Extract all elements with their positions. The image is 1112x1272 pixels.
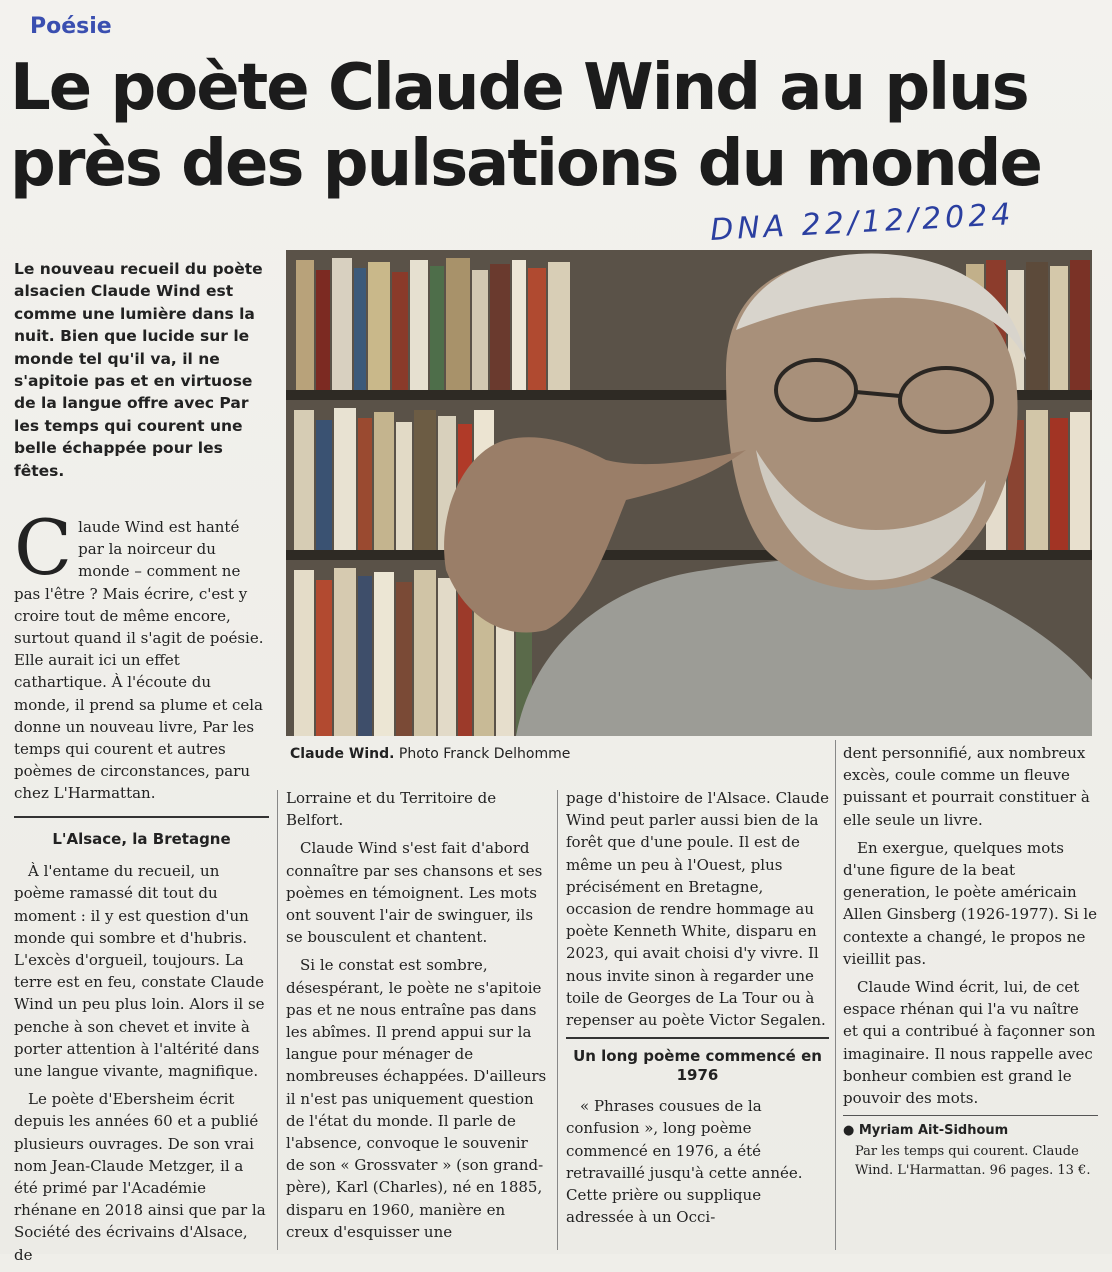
- body-paragraph-3: Le poète d'Ebersheim écrit depuis les années 60 et a publié plusieurs ouvrages. De son vrai nom Jean-Claude Metzger, il a été primé par l'Académie rhénane en 2018 ainsi que par la Société des écrivains d'Alsace, de: [14, 1090, 266, 1264]
- book-credit: Par les temps qui courent. Claude Wind. L'Harmattan. 96 pages. 13 €.: [855, 1144, 1091, 1179]
- headline: [10, 50, 1102, 202]
- body-paragraph-6: Si le constat est sombre, désespérant, le poète ne s'apitoie pas et ne nous entraîne pas dans les abîmes. Il prend appui sur la langue pour ménager de nombreuses échappées. D'ailleurs il n'est pas uniquement question de l'état du monde. Il parle de l'absence, convoque le souvenir de son « Grossvater » (son grand-père), Karl (Charles), né en 1885, disparu en 1960, manière en creux d'esquisser une: [286, 956, 547, 1241]
- body-column-1-bottom: [14, 808, 269, 1272]
- column-divider: [557, 790, 558, 1250]
- lead-paragraph: Le nouveau recueil du poète alsacien Claude Wind est comme une lumière dans la nuit. Bien que lucide sur le monde tel qu'il va, il ne s'apitoie pas et en virtuose de la langue offre avec Par les temps qui courent une belle échappée pour les fêtes.: [14, 260, 263, 480]
- body-paragraph-11: Claude Wind écrit, lui, de cet espace rhénan qui l'a vu naître et qui a contribué à façonner son imaginaire. Il nous rappelle avec bonheur combien est grand le pouvoir des mots.: [843, 978, 1096, 1108]
- body-paragraph-10: En exergue, quelques mots d'une figure de la beat generation, le poète américain Allen Ginsberg (1926-1977). Si le contexte a changé, le propos ne vieillit pas.: [843, 838, 1098, 968]
- body-paragraph-1: laude Wind est hanté par la noirceur du monde – comment ne pas l'être ? Mais écrire, c'est y croire tout de même encore, surtout quand il s'agit de poésie. Elle aurait ici un effet cathartique. À l'écoute du monde, il prend sa plume et cela donne un nouveau livre, Par les temps qui courent et autres poèmes de circonstances, paru chez L'Harmattan.: [14, 518, 264, 803]
- subheading-long-poem: Un long poème commencé en 1976: [566, 1037, 829, 1085]
- caption-subject: Claude Wind.: [290, 746, 395, 762]
- column-divider: [277, 790, 278, 1250]
- body-column-3: [566, 787, 829, 1234]
- headline-line-1: Le poète Claude Wind au plus: [10, 51, 1028, 125]
- portrait-photo: [286, 250, 1092, 736]
- drop-cap: C: [14, 503, 73, 592]
- body-paragraph-5: Claude Wind s'est fait d'abord connaître par ses chansons et ses poèmes en témoignent. Les mots ont souvent l'air de swinguer, ils se bousculent et chantent.: [286, 839, 543, 947]
- subheading-alsace-bretagne: L'Alsace, la Bretagne: [14, 816, 269, 850]
- column-divider: [835, 740, 836, 1250]
- author-signature: ● Myriam Ait-Sidhoum: [843, 1115, 1098, 1142]
- body-paragraph-4: Lorraine et du Territoire de Belfort.: [286, 789, 497, 830]
- handwritten-date-stamp: DNA 22/12/2024: [709, 197, 1016, 248]
- section-rubric: Poésie: [30, 14, 112, 39]
- body-paragraph-9: dent personnifié, aux nombreux excès, coule comme un fleuve puissant et pourrait constituer à elle seule un livre.: [843, 744, 1090, 829]
- caption-credit: Photo Franck Delhomme: [398, 746, 571, 762]
- body-column-4: [843, 742, 1098, 1180]
- body-column-1-top: [14, 503, 269, 811]
- headline-line-2: près des pulsations du monde: [10, 127, 1041, 201]
- body-paragraph-8: « Phrases cousues de la confusion », long poème commencé en 1976, a été retravaillé jusqu'à cette année. Cette prière ou supplique adressée à un Occi-: [566, 1097, 803, 1227]
- body-paragraph-7: page d'histoire de l'Alsace. Claude Wind peut parler aussi bien de la forêt que d'une poule. Il est de même un peu à l'Ouest, plus précisément en Bretagne, occasion de rendre hommage au poète Kenneth White, disparu en 2023, qui avait choisi d'y vivre. Il nous invite sinon à regarder une toile de Georges de La Tour ou à repenser au poète Victor Segalen.: [566, 789, 829, 1030]
- body-column-2: [286, 787, 549, 1249]
- photo-illustration: [286, 250, 1092, 736]
- body-paragraph-2: À l'entame du recueil, un poème ramassé dit tout du moment : il y est question d'un monde qui sombre et d'hubris. L'excès d'orgueil, toujours. La terre est en feu, constate Claude Wind un peu plus loin. Alors il se penche à son chevet et invite à porter attention à l'altérité dans une langue vivante, magnifique.: [14, 862, 265, 1081]
